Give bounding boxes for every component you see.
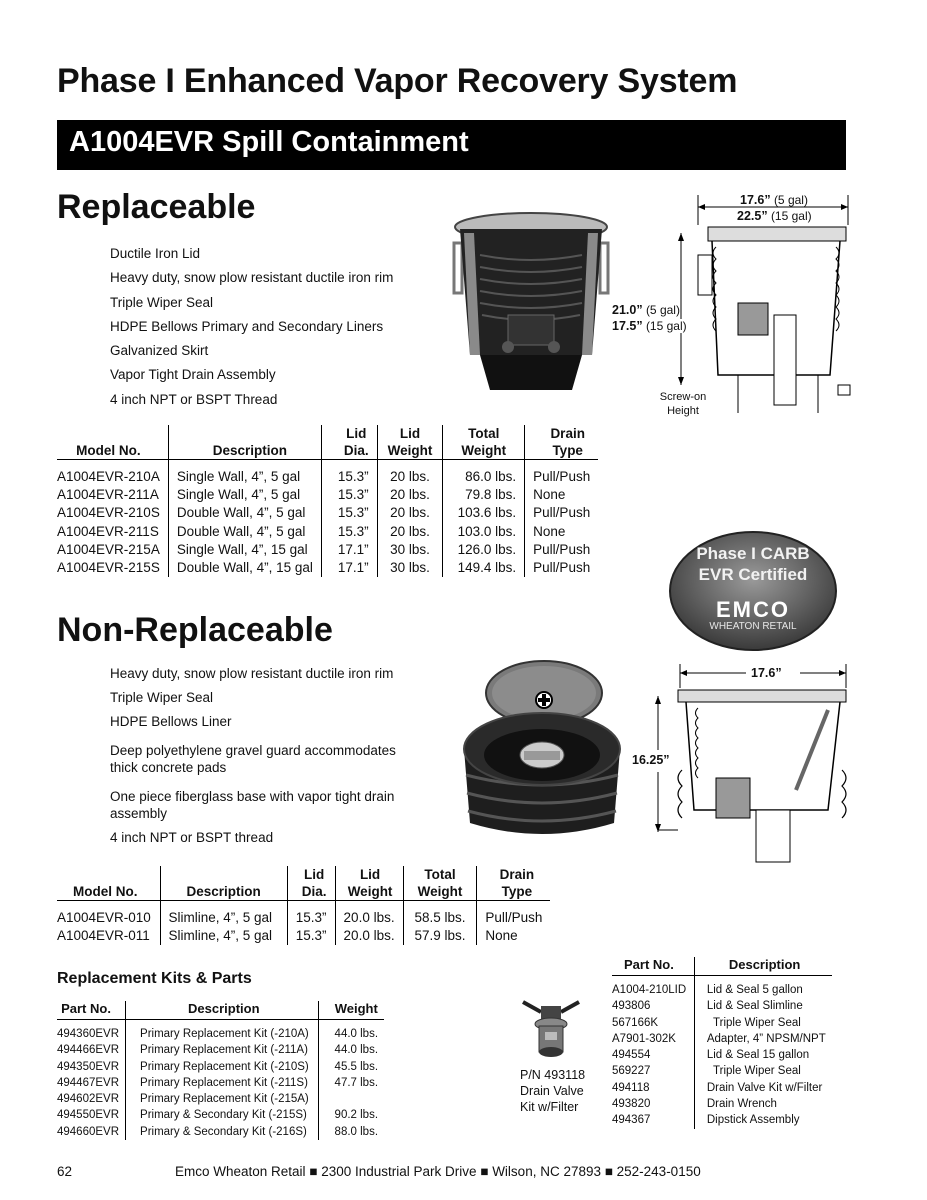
page-number: 62 [57,1164,73,1179]
cell: A1004EVR-215A [57,541,168,559]
cell: 57.9 lbs. [403,927,477,945]
cell: 17.1” [321,559,377,577]
dim-unit: (5 gal) [773,193,808,207]
cell: Lid & Seal Slimline [706,1000,803,1013]
caption-line: Drain Valve [520,1084,584,1098]
col-header [525,425,599,460]
col-header [335,866,403,901]
non-replaceable-spec-table [57,866,550,945]
cell: 88.0 lbs. [334,1125,379,1138]
cell: A1004EVR-010 [57,901,160,928]
cell: 30 lbs. [377,541,443,559]
drain-valve-image [515,990,587,1062]
cell: 494554 [612,1047,694,1063]
replaceable-features [110,242,393,412]
table-row [57,927,550,945]
table-row [612,1031,832,1047]
header-line: Weight [417,884,463,899]
cell: None [533,523,566,539]
cell: 44.0 lbs. [334,1028,379,1040]
cell: Adapter, 4” NPSM/NPT [706,1032,826,1045]
dim-width-15gal [737,209,812,223]
dim-width [748,666,785,680]
cell: Pull/Push [485,910,543,925]
header-line: Weight [347,884,393,899]
table-row [57,1020,384,1043]
cell: Dipstick Assembly [706,1114,800,1127]
table-row [57,1075,384,1091]
non-replaceable-features [110,665,440,846]
cell: Primary Replacement Kit (-211A) [126,1042,319,1058]
cell: 20.0 lbs. [335,927,403,945]
table-row [57,559,598,577]
page-title: Phase I Enhanced Vapor Recovery System [57,62,738,100]
cell: Slimline, 4”, 5 gal [160,927,287,945]
feature-item: HDPE Bellows Liner [110,714,232,729]
header-line: Description [212,443,287,458]
header-line: Drain [550,426,585,441]
section-banner: A1004EVR Spill Containment [57,120,846,170]
cell: Primary Replacement Kit (-211S) [126,1075,319,1091]
cell: 15.3” [321,486,377,504]
caption-line: P/N 493118 [520,1068,586,1082]
col-header [160,866,287,901]
kits-heading: Replacement Kits & Parts [57,970,252,987]
col-header [477,866,551,901]
cell: A7901-302K [612,1031,694,1047]
dim-height-15gal [612,319,687,333]
header-line: Description [186,884,261,899]
cell: 494602EVR [57,1091,126,1107]
cell: 44.0 lbs. [334,1044,379,1057]
table-row [57,486,598,504]
cell: Primary Replacement Kit (-215A) [126,1091,319,1107]
cell: Single Wall, 4”, 5 gal [168,486,321,504]
badge-line2: EVR Certified [698,565,808,584]
cell: 15.3” [287,927,335,945]
table-row [612,1047,832,1063]
replaceable-spec-table [57,425,598,577]
cell: Primary & Secondary Kit (-216S) [126,1124,319,1140]
cell [318,1091,384,1107]
cell: Double Wall, 4”, 5 gal [168,504,321,522]
table-row [57,541,598,559]
feature-item: Galvanized Skirt [110,343,209,359]
col-header [57,866,160,901]
cell: Single Wall, 4”, 5 gal [168,460,321,487]
cell: 494367 [612,1112,694,1128]
dim-unit: (5 gal) [645,303,680,317]
table-row [57,504,598,522]
col-header [57,425,168,460]
cell: 494550EVR [57,1107,126,1123]
cell: Pull/Push [533,469,591,484]
table-row [57,523,598,541]
cell: 493820 [612,1096,694,1112]
table-row [612,1096,832,1112]
feature-item: Ductile Iron Lid [110,246,201,261]
cell: 86.0 lbs. [443,460,525,487]
cell: 494360EVR [57,1020,126,1043]
screw-on-height-label [655,390,711,418]
cell: 149.4 lbs. [443,559,525,577]
dim-value: 17.6” [740,193,771,207]
col-header [377,425,443,460]
cell: Pull/Push [533,541,591,557]
cell: 493806 [612,998,694,1014]
header-line: Weight [387,443,433,458]
cell: Drain Wrench [706,1098,777,1111]
table-row [612,1015,832,1031]
header-line: Dia. [301,884,327,899]
feature-item: Heavy duty, snow plow resistant ductile iron rim [110,270,394,286]
cell: 15.3” [321,523,377,541]
cell: 17.1” [321,541,377,559]
cell: 58.5 lbs. [403,901,477,928]
header-line: Total [468,426,500,441]
header-line: Type [501,884,533,899]
feature-item: Triple Wiper Seal [110,690,214,705]
badge-line1: Phase I CARB [696,544,810,563]
dim-unit: (15 gal) [645,319,687,333]
cell: Single Wall, 4”, 15 gal [168,541,321,559]
header-line: Model No. [76,443,141,458]
header-line: Lid [359,867,381,882]
feature-item: HDPE Bellows Primary and Secondary Liners [110,318,384,334]
cell: 494660EVR [57,1124,126,1140]
cell: 103.6 lbs. [443,504,525,522]
cell: Pull/Push [533,560,591,576]
cell: A1004-210LID [612,976,694,999]
col-header [403,866,477,901]
cell: 494118 [612,1080,694,1096]
dim-value: 21.0” [612,303,643,317]
cell: 569227 [612,1063,694,1079]
non-replaceable-product-image [458,645,626,845]
table-row [57,1107,384,1123]
cell: 45.5 lbs. [334,1060,379,1073]
cell: 79.8 lbs. [443,486,525,504]
table-row [57,901,550,928]
table-row [57,460,598,487]
feature-item: Vapor Tight Drain Assembly [110,367,276,383]
non-replaceable-heading: Non-Replaceable [57,611,333,649]
cell: Pull/Push [533,505,591,521]
feature-item: Triple Wiper Seal [110,294,214,310]
cell: 494466EVR [57,1042,126,1058]
dim-unit: (15 gal) [770,209,812,223]
header-line: Model No. [73,884,138,899]
header-line: Lid [304,867,325,882]
badge-brand-sub: WHEATON RETAIL [709,621,797,632]
cell: None [533,487,566,503]
cell: 20 lbs. [377,523,443,541]
cell: 494350EVR [57,1059,126,1075]
replaceable-product-image [450,205,612,397]
dim-value: 17.6” [751,666,782,680]
cell: 20 lbs. [377,460,443,487]
cell: A1004EVR-210S [57,504,168,522]
col-header [443,425,525,460]
drain-valve-caption [520,1067,585,1115]
col-header: Part No. [57,1001,126,1020]
replaceable-heading: Replaceable [57,188,256,226]
col-header: Weight [318,1001,384,1020]
cell: 15.3” [287,901,335,928]
header-line: Drain [499,867,535,882]
cell: 103.0 lbs. [443,523,525,541]
header-line: Dia. [343,443,369,458]
carb-certified-badge [668,530,838,652]
cell: A1004EVR-211S [57,523,168,541]
cell: 494467EVR [57,1075,126,1091]
dim-width-5gal [740,193,808,207]
cell: Lid & Seal 15 gallon [706,1049,810,1062]
col-header [287,866,335,901]
table-row [612,976,832,999]
cell: 20 lbs. [377,504,443,522]
table-row [57,1042,384,1058]
col-header [321,425,377,460]
cell: Double Wall, 4”, 15 gal [168,559,321,577]
page-footer [57,1164,857,1179]
cell: 90.2 lbs. [334,1109,379,1122]
cell: Lid & Seal 5 gallon [706,984,803,996]
cell: None [485,928,518,944]
feature-item: 4 inch NPT or BSPT thread [110,830,274,845]
col-header [168,425,321,460]
cell: 20 lbs. [377,486,443,504]
feature-item: Heavy duty, snow plow resistant ductile iron rim [110,666,394,681]
table-row [57,1091,384,1107]
col-header: Part No. [612,957,694,976]
cell: Drain Valve Kit w/Filter [706,1081,823,1094]
cell: A1004EVR-215S [57,559,168,577]
label-line: Screw-on [659,391,707,403]
cell: 15.3” [321,504,377,522]
cell: Primary Replacement Kit (-210A) [126,1020,319,1043]
col-header: Description [126,1001,319,1020]
cell: Primary Replacement Kit (-210S) [126,1059,319,1075]
feature-item: 4 inch NPT or BSPT Thread [110,391,278,407]
cell: 47.7 lbs. [334,1076,379,1089]
cell: 126.0 lbs. [443,541,525,559]
cell: A1004EVR-011 [57,927,160,945]
cell: A1004EVR-211A [57,486,168,504]
dim-value: 17.5” [612,319,643,333]
header-line: Total [424,867,456,882]
dim-height-5gal [612,303,680,317]
table-row [57,1124,384,1140]
cell: 20.0 lbs. [335,901,403,928]
footer-address: Emco Wheaton Retail ■ 2300 Industrial Park Drive ■ Wilson, NC 27893 ■ 252-243-0150 [175,1164,701,1179]
feature-item: Deep polyethylene gravel guard accommodates thick concrete pads [110,743,396,775]
table-row [612,1112,832,1128]
dim-value: 22.5” [737,209,768,223]
caption-line: Kit w/Filter [520,1100,579,1114]
dim-value: 16.25” [632,753,670,767]
cell: Triple Wiper Seal [706,1016,801,1029]
header-line: Lid [399,426,421,441]
cell: 567166K [612,1015,694,1031]
cell: 15.3” [321,460,377,487]
badge-brand: EMCO [716,597,790,622]
cell: Triple Wiper Seal [706,1065,801,1078]
table-row [57,1059,384,1075]
table-row [612,1063,832,1079]
label-line: Height [667,405,699,417]
cell: Slimline, 4”, 5 gal [160,901,287,928]
col-header: Description [694,957,832,976]
parts-table [612,957,832,1129]
feature-item: One piece fiberglass base with vapor tight drain assembly [110,789,395,821]
cell: Primary & Secondary Kit (-215S) [126,1107,319,1123]
header-line: Type [552,443,583,458]
header-line: Lid [346,426,367,441]
header-line: Weight [461,443,507,458]
kits-table [57,1001,384,1140]
table-row [612,998,832,1014]
cell: Double Wall, 4”, 5 gal [168,523,321,541]
cell: 30 lbs. [377,559,443,577]
dim-height [632,753,670,767]
cell: A1004EVR-210A [57,460,168,487]
table-row [612,1080,832,1096]
